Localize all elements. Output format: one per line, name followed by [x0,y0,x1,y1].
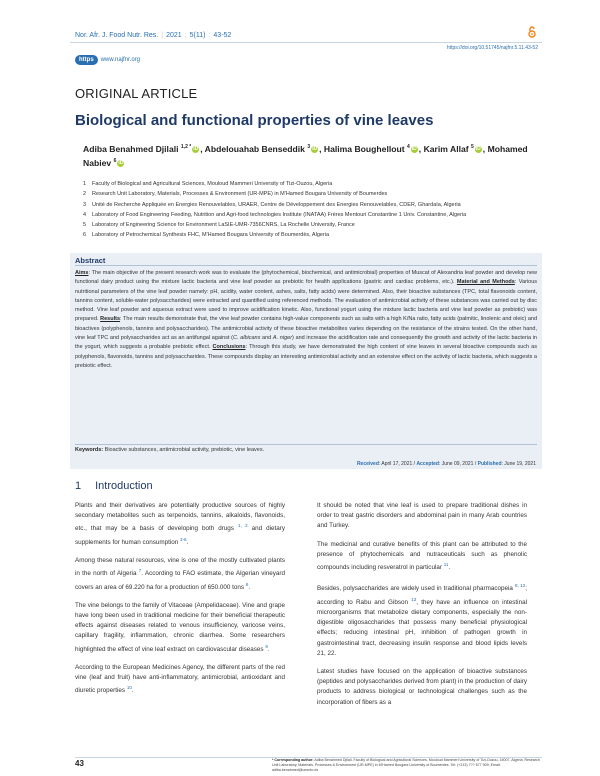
body-column-right [317,501,527,716]
author-sup: 3 [307,144,311,150]
keywords-label: Keywords: [75,447,104,453]
journal-header: Nor. Afr. J. Food Nutr. Res. | 2021 ; 5(11) : 43-52 [75,32,232,39]
journal-volume: 5(11) [189,32,206,39]
doi-link[interactable]: https://doi.org/10.51745/najfnr.5.11.43-52 [446,45,538,51]
paragraph: Plants and their derivatives are potentially productive sources of highly secondary metabolites such as terpenoids, tannins, alkaloids, flavonoids, etc., that may be a basis of developing both drugs $^{1, 2}$ and dietary supplements for human consumption $^{3-6}$. [75,502,286,546]
body-column-left [75,501,285,705]
results-text: : The main results demonstrate that, the vine leaf powder contains high-value components such as salts with a high K/Na ratio, fatty acids (palmitic, linolenic and oleic) and bioactives (polyphenols, tannins and polysaccharides). The antimicrobial activity of these bioactive metabolites varies depending on the resistance of the strains tested. On the other hand, vine leaf TPC and polysaccharides act as an antifungal against ( [75,316,538,342]
journal-year: 2021 [166,32,182,39]
author-sup: 6 [113,157,117,164]
paragraph: Latest studies have focused on the application of bioactive substances (peptides and polysaccharides derived from plant) in the production of dairy products to address biological or technological challenges such as the incorporation of fibers as a [317,667,528,706]
species-name: A. niger [272,335,293,342]
conclusions-label: Conclusions [212,344,246,351]
orcid-icon[interactable]: iD [118,159,124,166]
results-label: Results [100,316,121,323]
article-type: ORIGINAL ARTICLE [75,86,198,101]
paragraph: According to the European Medicines Agency, the different parts of the red vine (leaf and fruit) have anti-inflammatory, antimicrobial, antioxidant and diuretic properties $^{10}$. [75,663,285,695]
author-sup: 4 [407,144,410,150]
species-name: C. albicans [233,335,261,342]
paragraph: It should be noted that vine leaf is used to prepare traditional dishes in order to treat gastric disorders and abdominal pain in many Arab countries and Turkey. [317,502,527,530]
paragraph: Among these natural resources, vine is one of the mostly cultivated plants in the north of Algeria $^7$. According to FAO estimate, the Algerian vineyard covers an area of 69.220 ha for a production of 650.000 tons $^8$. [75,557,286,591]
abstract-body: Aims: The main objective of the present research work was to evaluate the (phytochemical, biochemical, and antimicrobial) properties of Muscat of Alexandria leaf powder and develop new functional dairy product using the mixture lactic bacteria and vine leaf powder as prebiotic for health applications (gastric and cardiac problems, etc.). Material and Methods: Various nutritional parameters of the vine leaf powder namely: pH, acidity, water content, ashes, salts, fatty acids) were determined. Also, their bioactive substances (TPC, total flavonoids content, tannins content, soluble-water polysaccharides) were extracted and quantified using referenced methods. The evaluation of antimicrobial activity of these substances was carried out by disc method. Vine leaf powder and aqueous extract were used to improve acidification kinetic. Also, functional yogurt using the mixture lactic bacteria and vine leaf powder as prebiotic) was prepared. Results: The main results demonstrate that, the vine leaf powder contains high-value components such as salts with a high K/Na ratio, fatty acids (palmitic, linolenic and oleic) and bioactives (polyphenols, tannins and polysaccharides). The antimicrobial activity of these bioactive metabolites varies depending on the resistance of the strains tested. On the other hand, vine leaf TPC and polysaccharides act as an antifungal against (C. albicans and A. niger) and increase the acidification rate and consequently the growth and activity of the lactic bacteria in the yogurt, which suggests a probable prebiotic effect. Conclusions: Through this study, we have demonstrated the high content of vine leaves in several bioactive compounds such as polyphenols, flavonoids, tannins and polysaccharides. These compounds display an interesting antimicrobial activity and an extensive effect on the activity of lactic bacteria, which suggests a prebiotic effect. [75,270,538,369]
abstract-heading: Abstract [75,256,106,265]
affiliation-item: 5 Laboratory of Engineering Science for Environment LaSIE-UMR-7356CNRS, La Rochelle University, France [83,222,355,229]
affiliation-list [83,179,553,241]
aims-label: Aims [75,270,89,276]
corresponding-author-note: * Corresponding author: Adiba Benahmed Djilali. Faculty of Biological and Agricultural Sciences, Mouloud Mammeri University of Tizi-Ouzou, 15007, Algeria; Research Unit Laboratory, Materials, Processes & Environment (UR-MPE) in M'Hamed Bougara University of Boumerdes. Tel: (+213) 7?? 677 909; Email: adiba.benahmed@ummto.dz [272,758,540,772]
paragraph: The medicinal and curative benefits of this plant can be attributed to the presence of phytochemicals and nutraceuticals such as phenolic compounds including resveratrol in particular $^{11}$. [317,540,527,572]
affiliation-item: 4 Laboratory of Food Engineering Feeding, Nutrition and Agri-food technologies Institute (INATAA) Frères Mentouri Constantine 1 Univ. Constantine, Algeria [83,211,467,218]
website-url: www.najfnr.org [100,57,141,63]
author-sup: 1,2 * [180,144,192,150]
keywords-divider [75,444,537,445]
section-title: Introduction [95,480,153,492]
author-sup: 5 [471,144,474,150]
affiliation-item: 3 Unité de Recherche Appliquée en Energies Renouvelables, URAER, Centre de Développement des Energies Renouvelables, CDER, Ghardaïa, Algeria [83,201,461,208]
article-title: Biological and functional properties of vine leaves [75,112,434,129]
affiliation-item: 2 Research Unit Laboratory, Materials, Processes & Environment (UR-MPE) in M'Hamed Bougara University of Boumerdes [83,191,388,198]
header-divider [70,42,542,43]
conclusions-text: : Through this study, we have demonstrated the high content of vine leaves in several bioactive compounds such as polyphenols, flavonoids, tannins and polysaccharides. These compounds display an interesting antimicrobial activity and an extensive effect on the activity of lactic bacteria, which suggests a prebiotic effect. [75,344,537,369]
article-dates: Received: April 17, 2021 / Accepted: June 09, 2021 / Published: June 19, 2021 [356,461,536,467]
abstract-divider [75,265,537,266]
open-access-icon [527,26,537,38]
orcid-icon[interactable]: iD [411,146,417,153]
orcid-icon[interactable]: iD [475,146,481,153]
section-heading [75,480,153,492]
paragraph: Besides, polysaccharides are widely used in traditional pharmacopeia $^{8, 12}$; according to Rabu and Gibson $^{13}$, they have an influence on intestinal microorganisms that metabolize dietary components, especially the non-digestible oligosaccharides that possess many beneficial physiological effects; reducing intestinal pH, inhibition of pathogen growth in gastrointestinal tract, decreasing insulin response and blood lipids levels 21, 22. [317,583,527,657]
author-name: Abdelouahab Benseddik [204,143,305,154]
author-list: Adiba Benahmed Djilali $^{1,2 *}$ iD , Abdelouahab Benseddik $^3$ iD , Halima Boughellout $^4$ iD , Karim Allaf $^5$ iD , Mohamed Nabiev $^6$ iD [83,143,528,168]
affiliation-item: 1 Faculty of Biological and Agricultural Sciences, Mouloud Mammeri University of Tizi-Ouzou, Algeria [83,181,333,187]
keywords-text: Bioactive substances, antimicrobial activity, prebiotic, vine leaves. [103,447,265,453]
keywords [75,447,264,453]
paragraph: The vine belongs to the family of Vitaceae (Ampelidaceae). Vine and grape have long been used in traditional medicine for their beneficial therapeutic effects against diseases related to venous insufficiency, varicose veins, capillary fragility, inflammation, chronic diarrhea. Some researchers highlighted the effect of vine leaf extract on cardiovascular diseases $^9$. [75,601,285,653]
affiliation-item: 6 Laboratory of Petrochemical Synthesis FHC, M'Hamed Bougara University of Boumerdès, Algeria [83,232,330,239]
author-name: Halima Boughellout [323,143,405,154]
author-name: Adiba Benahmed Djilali [83,143,179,154]
aims-text: : The main objective of the present research work was to evaluate the (phytochemical, biochemical, and antimicrobial) properties of Muscat of Alexandria leaf powder and develop new functional dairy product using the mixture lactic bacteria and vine leaf powder as prebiotic for health applications (gastric and cardiac problems, etc.). [75,270,537,286]
methods-label: Material and Methods [456,279,515,286]
author-name: Karim Allaf [423,143,469,154]
journal-pages: 43-52 [213,32,232,39]
page-number: 43 [75,759,84,768]
section-number: 1 [75,480,82,492]
author-name: Mohamed Nabiev [83,143,528,168]
journal-name: Nor. Afr. J. Food Nutr. Res. [75,32,159,39]
methods-text: : Various nutritional parameters of the vine leaf powder namely: pH, acidity, water content, ashes, salts, fatty acids) were determined. Also, their bioactive substances (TPC, total flavonoids content, tannins content, soluble-water polysaccharides) were extracted and quantified using referenced methods. The evaluation of antimicrobial activity of these substances was carried out by disc method. Vine leaf powder and aqueous extract were used to improve acidification kinetic. Also, functional yogurt using the mixture lactic bacteria and vine leaf powder as prebiotic) was prepared. [75,279,538,323]
orcid-icon[interactable]: iD [193,146,199,153]
website-link[interactable] [75,55,140,65]
https-badge: https [75,55,98,65]
orcid-icon[interactable]: iD [312,146,318,153]
